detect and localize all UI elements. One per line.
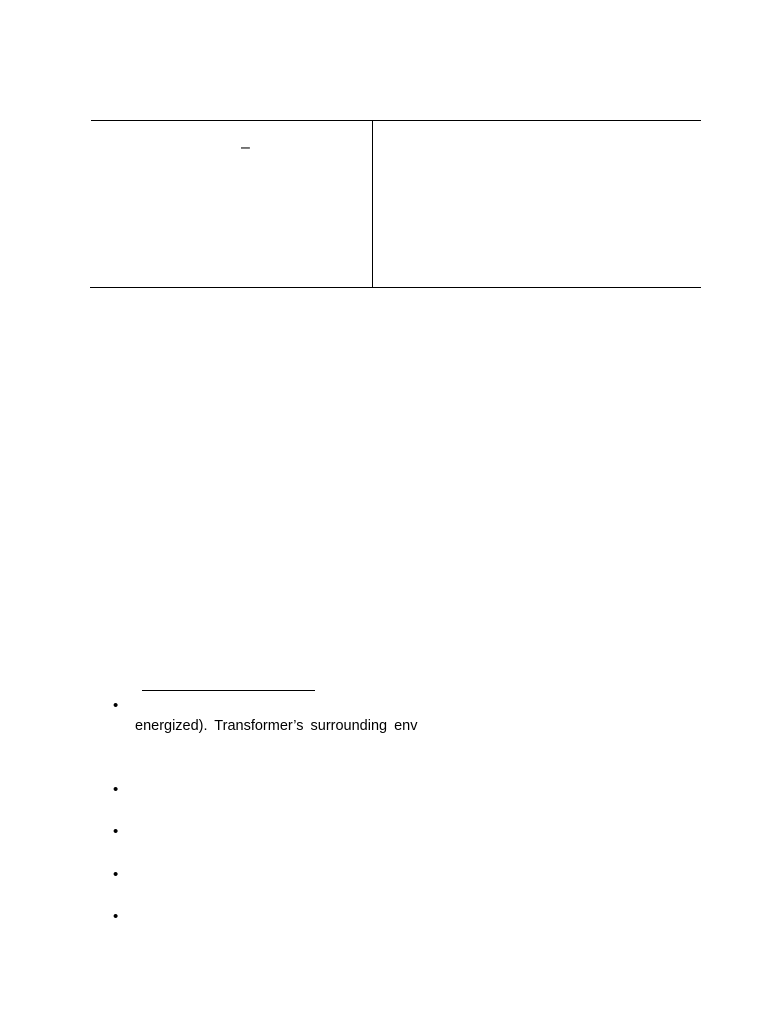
bullet-marker: • <box>113 781 119 798</box>
bullet-marker: • <box>113 908 119 925</box>
table-cell-dash: – <box>241 139 250 156</box>
table-bottom-rule <box>90 287 701 288</box>
table-column-divider <box>372 120 373 288</box>
bullet-marker: • <box>113 697 119 714</box>
bullet-marker: • <box>113 866 119 883</box>
bullet-marker: • <box>113 823 119 840</box>
underline-rule <box>142 690 315 691</box>
bullet-text: energized). Transformer’s surrounding env <box>135 718 418 734</box>
table-top-rule <box>91 120 701 121</box>
